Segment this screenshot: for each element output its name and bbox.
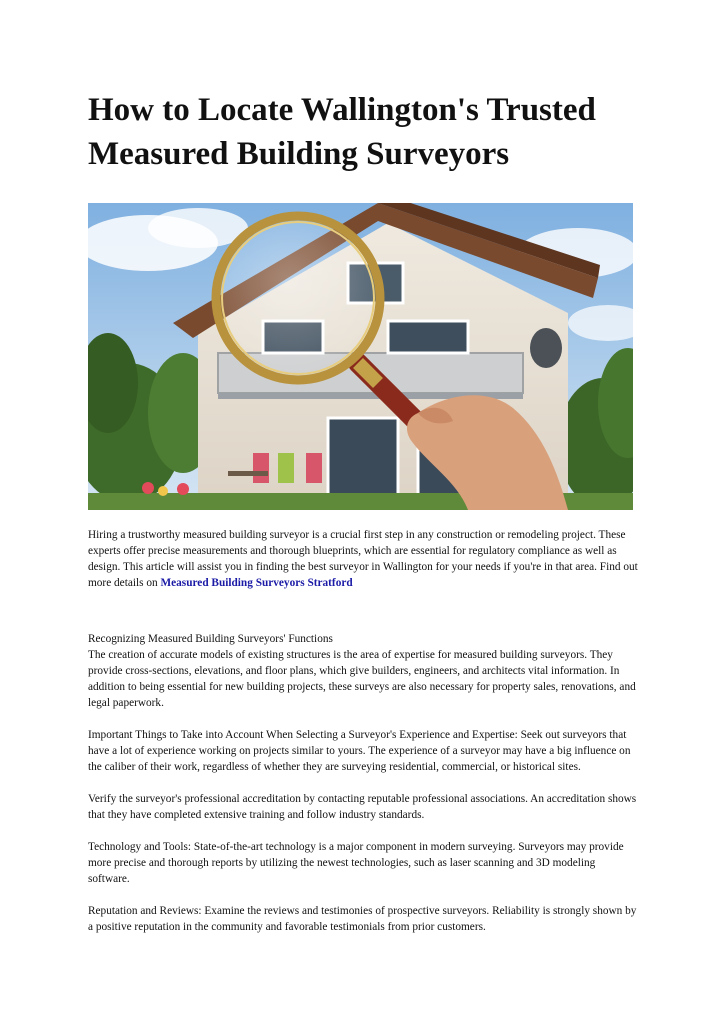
paragraph-reputation: Reputation and Reviews: Examine the reviews and testimonies of prospective surveyors. Reliability is strongly shown by a positive reputation in the community and favorable testimonials from prior customers.: [88, 905, 637, 933]
section-heading-functions: Recognizing Measured Building Surveyors' Functions: [88, 633, 333, 645]
paragraph-accreditation: Verify the surveyor's professional accreditation by contacting reputable professional associations. An accreditation shows that they have completed extensive training and follow industry standards.: [88, 793, 637, 821]
intro-text: Hiring a trustworthy measured building surveyor is a crucial first step in any construction or remodeling project. These experts offer precise measurements and thorough blueprints, which are essential for regulatory compliance as well as design. This article will assist you in finding the best surveyor in Wallington for your needs if you're in that area. Find out more details on: [88, 529, 638, 589]
article-title: How to Locate Wallington's Trusted Measured Building Surveyors: [88, 92, 596, 172]
article-body: [88, 527, 638, 935]
paragraph-experience: Important Things to Take into Account When Selecting a Surveyor's Experience and Expertise: Seek out surveyors that have a lot of experience working on projects similar to yours. The experience of a surveyor may have a big influence on the caliber of their work, regardless of whether they are surveying residential, commercial, or historical sites.: [88, 729, 631, 773]
paragraph-functions: The creation of accurate models of existing structures is the area of expertise for measured building surveyors. They provide cross-sections, elevations, and floor plans, which give builders, engineers, and architects vital information. In addition to being essential for new building projects, these surveys are also necessary for property sales, renovations, and legal paperwork.: [88, 649, 636, 709]
paragraph-technology: Technology and Tools: State-of-the-art technology is a major component in modern surveying. Surveyors may provide more precise and thorough reports by utilizing the newest technologies, such as laser scanning and 3D modeling software.: [88, 841, 624, 885]
hero-image: [88, 203, 633, 510]
intro-paragraph: [88, 527, 638, 591]
measured-building-surveyors-stratford-link[interactable]: Measured Building Surveyors Stratford: [160, 577, 353, 589]
